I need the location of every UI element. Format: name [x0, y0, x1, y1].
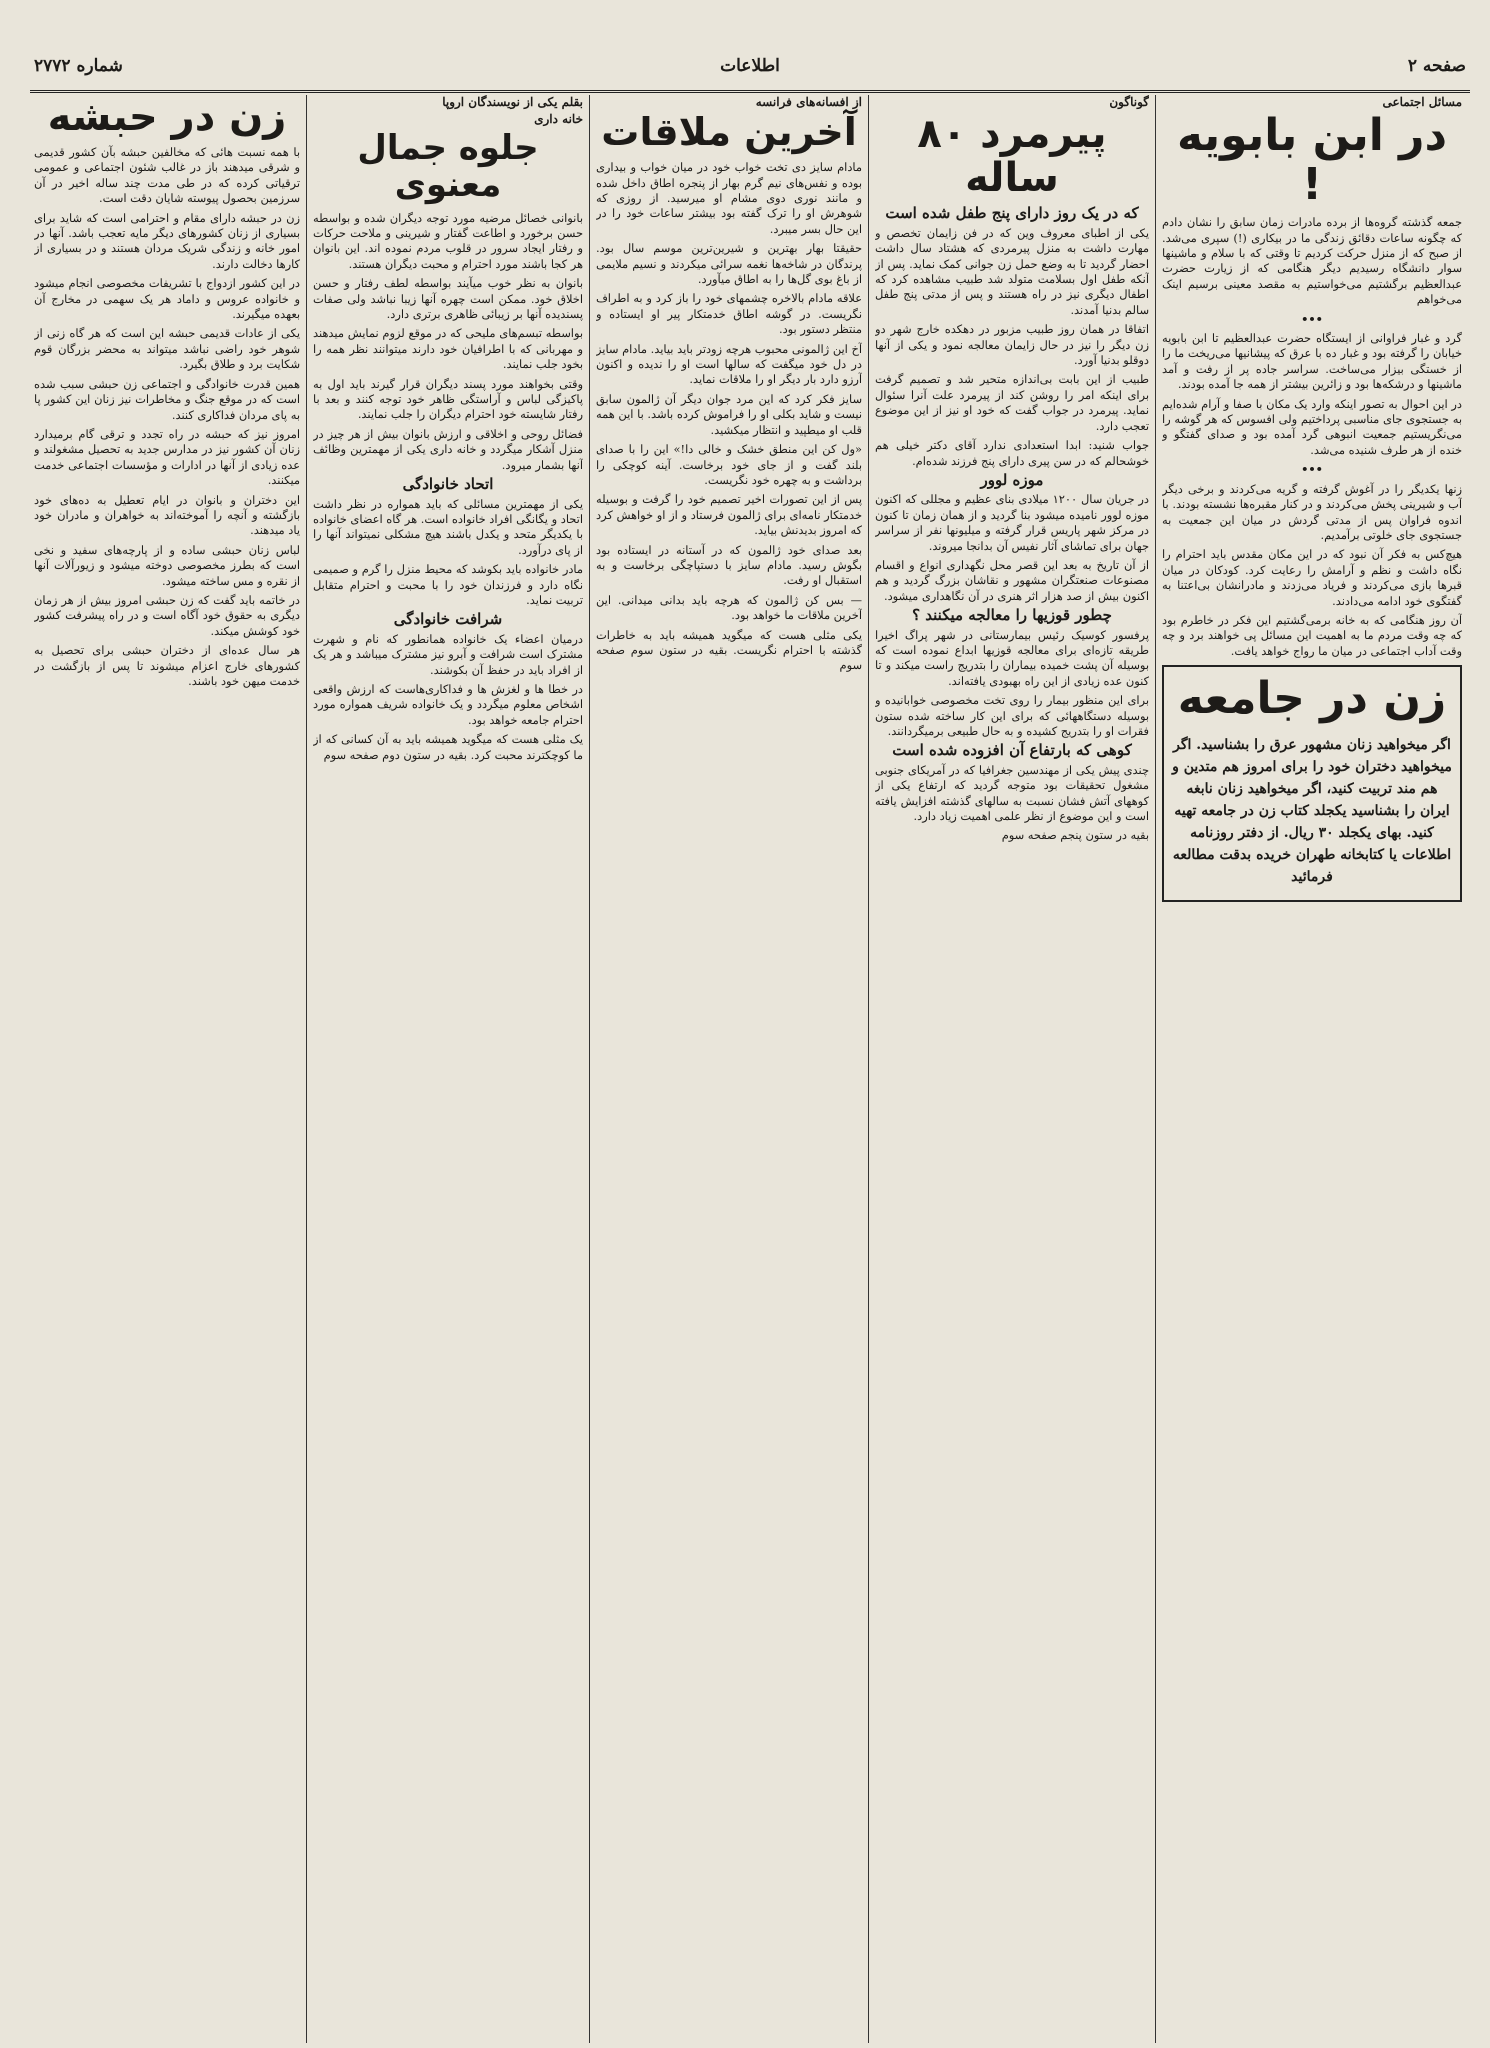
section-heading: اتحاد خانوادگی — [402, 475, 494, 494]
article-paragraph: با همه نسبت هائی که مخالفین حبشه بآن کشور قدیمی و شرقی میدهند باز در غالب شئون اجتماعی و عمومی ترقیاتی کرده که در طی مدت چند ساله اخیر در آن سرزمین بحصول پیوسته شایان دقت است. — [34, 145, 300, 206]
ad-text: اگر میخواهید زنان مشهور عرق را بشناسید. اگر میخواهید دختران خود را برای امروز هم متدین و هم مند تربیت کنید، اگر میخواهید زنان نابغه ایران را بشناسید یکجلد کتاب زن در جامعه تهیه کنید. بهای یکجلد ۳۰ ریال. از دفتر روزنامه اطلاعات یا کتابخانه طهران خریده بدقت مطالعه فرمائید — [1172, 736, 1452, 885]
article-paragraph: مادر خانواده باید بکوشد که محیط منزل را گرم و صمیمی نگاه دارد و فرزندان خود را با محبت و احترام متقابل تربیت نماید. — [313, 562, 583, 607]
article-title: جلوه جمال معنوی — [357, 127, 539, 206]
article-paragraph: وقتی بخواهند مورد پسند دیگران قرار گیرند باید اول به پاکیزگی لباس و آراستگی ظاهر خود توجه کنند و بعد با رفتار شایسته خود احترام دیگران را جلب نمایند. — [313, 376, 583, 422]
article-paragraph: حقیقتا بهار بهترین و شیرین‌ترین موسم سال بود. پرندگان در شاخه‌ها نغمه سرائی میکردند و نسیم ملایمی از باغ بوی گل‌ها را به اطاق میآورد. — [596, 241, 862, 287]
article-paragraph: همین قدرت خانوادگی و اجتماعی زن حبشی سبب شده است که در موقع جنگ و مخاطرات نیز زنان این کشور پا به پای مردان فداکاری کنند. — [34, 376, 300, 422]
article-social-issues — [1162, 95, 1462, 2043]
article-subtitle: که در یک روز دارای پنج طفل شده است — [885, 204, 1139, 223]
article-paragraph: یکی مثلی هست که میگوید همیشه باید به خاطرات گذشته با احترام نگریست. بقیه در ستون سوم صفحه سوم — [596, 627, 862, 673]
article-paragraph: هر سال عده‌ای از دختران حبشی برای تحصیل به کشورهای خارج اعزام میشوند تا پس از بازگشت در خدمت میهن خود باشند. — [34, 643, 300, 688]
article-paragraph: یکی از مهمترین مسائلی که باید همواره در نظر داشت اتحاد و یگانگی افراد خانواده است. هر گاه اعضای خانواده با یکدیگر متحد و یکدل باشند هیچ مشکلی نمیتواند آنها را از پای درآورد. — [313, 496, 583, 557]
article-section: خانه داری — [534, 112, 583, 127]
article-paragraph: یکی از اطبای معروف وین که در فن زایمان تخصص و مهارت داشت به منزل پیرمردی که هشتاد سال داشت احضار گردید تا به وضع حمل زن جوانی کمک نماید. پس از آنکه طفل اول بسلامت متولد شد طبیب مشاهده کرد که اطفال دیگری نیز در راه هستند و پس از مدتی پنج طفل سالم بدنیا آمدند. — [875, 225, 1149, 317]
article-paragraph: آن روز هنگامی که به خانه برمی‌گشتیم این فکر در خاطرم بود که چه وقت مردم ما به اهمیت این مسائل پی خواهند برد و چه وقت آداب اجتماعی در میان ما رواج خواهد یافت. — [1162, 612, 1462, 658]
article-paragraph: بعد صدای خود ژالمون که در آستانه در ایستاده بود بگوش رسید. مادام سایز با دستپاچگی برخاست و به استقبال او رفت. — [596, 542, 862, 588]
page-number: صفحه ۲ — [1407, 56, 1466, 76]
column-rule — [1155, 95, 1156, 2043]
article-paragraph: زن در حبشه دارای مقام و احترامی است که شاید برای بسیاری از زنان کشورهای دیگر مایه تعجب باشد. آنها در امور خانه و زندگی شریک مردان هستند و در بسیاری از کارها دخالت دارند. — [34, 210, 300, 271]
article-paragraph: سایز فکر کرد که این مرد جوان دیگر آن ژالمون سابق نیست و شاید بکلی او را فراموش کرده باشد. با این همه قلب او میطپید و انتظار میکشید. — [596, 391, 862, 437]
article-title: زن در حبشه — [47, 95, 287, 140]
article-kicker: بقلم یکی از نویسندگان اروپا — [442, 95, 583, 109]
article-paragraph: زنها یکدیگر را در آغوش گرفته و گریه می‌کردند و برخی دیگر آب و شیرینی پخش می‌کردند و در کنار مقبره‌ها نشسته بودند. با اندوه فراوان پس از مدتی گردش در میان این جمعیت به جستجوی جای خلوتی برآمدیم. — [1162, 481, 1462, 542]
article-paragraph: در خاتمه باید گفت که زن حبشی امروز بیش از هر زمان دیگری به حقوق خود آگاه است و در راه پیشرفت کشور خود کوشش میکند. — [34, 592, 300, 638]
article-paragraph: بواسطه تبسم‌های ملیحی که در موقع لزوم نمایش میدهند و مهربانی که با اطرافیان خود دارند میتوانند نظر همه را بخود جلب نمایند. — [313, 326, 583, 372]
article-kicker: از افسانه‌های فرانسه — [755, 95, 862, 109]
article-women-ethiopia — [34, 95, 300, 2043]
paper-name: اطلاعات — [720, 56, 780, 76]
article-paragraph: این دختران و بانوان در ایام تعطیل به ده‌های خود بازگشته و آنچه را آموخته‌اند به خواهران و مادران خود یاد میدهند. — [34, 492, 300, 538]
article-paragraph: چندی پیش یکی از مهندسین جغرافیا که در آمریکای جنوبی مشغول تحقیقات بود متوجه گردید که ارتفاع یکی از کوههای آتش فشان نسبت به سالهای گذشته افزایش یافته است و این موضوع از نظر علمی اهمیت زیاد دارد. — [875, 762, 1149, 824]
article-paragraph: فضائل روحی و اخلاقی و ارزش بانوان بیش از هر چیز در منزل آشکار میگردد و خانه داری یکی از مهمترین وظائف آنها بشمار میرود. — [313, 426, 583, 472]
article-paragraph: پرفسور کوسیک رئیس بیمارستانی در شهر پراگ اخیرا طریقه تازه‌ای برای معالجه قوزیها ابداع نموده است که بوسیله آن پشت خمیده بیماران را بتدریج راست میکند و تا کنون عده زیادی از این راه بهبودی یافته‌اند. — [875, 627, 1149, 688]
article-paragraph: در خطا ها و لغزش ها و فداکاری‌هاست که ارزش واقعی اشخاص معلوم میگردد و یک خانواده شریف همواره مورد احترام جامعه خواهد بود. — [313, 681, 583, 727]
article-paragraph: درمیان اعضاء یک خانواده همانطور که نام و شهرت مشترک است شرافت و آبرو نیز مشترک میباشد و هر یک از افراد باید در حفظ آن بکوشند. — [313, 631, 583, 677]
section-heading: موزه لوور — [980, 470, 1044, 489]
section-heading: شرافت خانوادگی — [393, 610, 503, 629]
issue-number: شماره ۲۷۷۲ — [34, 56, 123, 76]
masthead — [30, 50, 1470, 93]
column-rule — [589, 95, 590, 2043]
article-paragraph: اتفاقا در همان روز طبیب مزبور در دهکده خارج شهر دو زن دیگر را نیز در حال زایمان معالجه نمود و یکی از آنها دوقلو بدنیا آورد. — [875, 322, 1149, 368]
article-paragraph: جواب شنید: ابدا استعدادی ندارد آقای دکتر خیلی هم خوشحالم که در سن پیری دارای پنج فرزند شده‌ام. — [875, 438, 1149, 468]
article-paragraph: «ول کن این منطق خشک و خالی دا!» این را با صدای بلند گفت و از جای خود برخاست. آینه کوچکی را برداشت و به چهره خود نگریست. — [596, 442, 862, 487]
article-paragraph: علاقه مادام بالاخره چشمهای خود را باز کرد و به اطراف نگریست. در گوشه اطاق خدمتکار پیر او ایستاده و منتظر دستور بود. — [596, 291, 862, 337]
ad-box — [1162, 665, 1462, 901]
article-paragraph: آخ این ژالمونی محبوب هرچه زودتر باید بیاید. مادام سایز در دل خود میگفت که سالها است او را ندیده و اکنون آرزو دارد بار دیگر او را ملاقات نماید. — [596, 341, 862, 387]
article-paragraph: پس از این تصورات اخیر تصمیم خود را گرفت و بوسیله خدمتکار نامه‌ای برای ژالمون فرستاد و از او خواهش کرد که امروز بدیدنش بیاید. — [596, 492, 862, 538]
article-paragraph: لباس زنان حبشی ساده و از پارچه‌های سفید و نخی است که بطرز مخصوصی دوخته میشود و زیورآلات آنها از نقره و مس ساخته میشود. — [34, 542, 300, 588]
article-paragraph: در جریان سال ۱۲۰۰ میلادی بنای عظیم و مجللی که اکنون موزه لوور نامیده میشود بنا گردید و از همان زمان تا کنون در مرکز شهر پاریس قرار گرفته و میلیونها نفر از سراسر جهان برای تماشای آثار نفیس آن بدانجا میروند. — [875, 492, 1149, 553]
article-paragraph: برای این منظور بیمار را روی تخت مخصوصی خوابانیده و بوسیله دستگاههائی که برای این کار ساخته شده ستون فقرات او را بتدریج کشیده و به حال طبیعی برمیگردانند. — [875, 693, 1149, 738]
article-miscellany — [875, 95, 1149, 2043]
article-paragraph: جمعه گذشته گروه‌ها از برده مادرات زمان سابق را نشان دادم که چگونه ساعات دقائق زندگی ما در بیکاری (!) سپری می‌شد. از صبح که از منزل حرکت کردیم تا وقتی که با سلام و ماشینها سوار دانشگاه رسیدیم دیگر هنگامی که از زیارت حضرت عبدالعظیم برگشتیم می‌خواستیم به مقصد معینی برسیم اینک می‌خواهم — [1162, 215, 1462, 307]
separator: ••• — [1301, 462, 1323, 477]
separator: ••• — [1301, 311, 1323, 326]
article-paragraph: مادام سایز دی تخت خواب خود در میان خواب و بیداری بوده و نفس‌های نیم گرم بهار از پنجره اطاق داخل شده و مانند نوری دوی مشام او میرسید. از روزی که شوهرش او را ترک گفته بود بیشتر ساعات خود را در این حال بسر میبرد. — [596, 160, 862, 236]
article-paragraph: گرد و غبار فراوانی از ایستگاه حضرت عبدالعظیم تا ابن بابویه خیابان را گرفته بود و غبار ده با عرق که پیشانیها می‌ریخت ما را از خستگی بیزار می‌ساخت. سراسر جاده پر از رفت و آمد ماشینها و درشکه‌ها بود و زائرین بیشتر از همه جا آمده بودند. — [1162, 331, 1462, 392]
article-kicker: مسائل اجتماعی — [1382, 95, 1462, 109]
article-paragraph: امروز نیز که حبشه در راه تجدد و ترقی گام برمیدارد زنان آن کشور نیز در مدارس جدید به تحصیل مشغولند و عده زیادی از آنها در ادارات و مؤسسات اجتماعی خدمت میکنند. — [34, 426, 300, 488]
continued-note: یک مثلی هست که میگوید همیشه باید به آن کسانی که از ما کوچکترند محبت کرد. بقیه در ستون دوم صفحه سوم — [313, 732, 583, 762]
article-paragraph: هیچ‌کس به فکر آن نبود که در این مکان مقدس باید احترام را نگاه داشت و نظم و آرامش را رعایت کرد. کودکان در میان قبرها بازی می‌کردند و فریاد می‌زدند و مادرانشان بی‌اعتنا به گفتگوی خود ادامه می‌دادند. — [1162, 547, 1462, 608]
article-paragraph: در این احوال به تصور اینکه وارد یک مکان با صفا و آرام شده‌ایم به جستجوی جای مناسبی پرداختیم ولی افسوس که هر گوشه را می‌نگریستیم جمعیت انبوهی گرد آمده بود و صدای گفتگو و خنده از هر طرف شنیده می‌شد. — [1162, 396, 1462, 457]
section-heading: کوهی که بارتفاع آن افزوده شده است — [892, 741, 1132, 760]
article-paragraph: در این کشور ازدواج با تشریفات مخصوصی انجام میشود و خانواده عروس و داماد هر یک سهمی در مخارج آن بعهده میگیرند. — [34, 276, 300, 322]
article-paragraph: طبیب از این بابت بی‌اندازه متحیر شد و تصمیم گرفت برای اینکه امر را روشن کند از پیرمرد علت آنرا سئوال نماید. پیرمرد در جواب گفت که خود او نیز از این موضوع تعجب دارد. — [875, 372, 1149, 433]
article-title: آخرین ملاقات — [601, 110, 857, 155]
article-last-meeting — [596, 95, 862, 2043]
article-paragraph: بانوانی خصائل مرضیه مورد توجه دیگران شده و بواسطه حسن برخورد و اطاعت گفتار و شیرینی و ملاحت حرکات و رفتار ایجاد سرور در قلوب مردم نموده اند. این بانوان هر کجا باشند مورد احترام و محبت دیگران هستند. — [313, 210, 583, 271]
section-heading: چطور قوزیها را معالجه میکنند ؟ — [912, 606, 1112, 625]
article-title: پیرمرد ۸۰ ساله — [917, 111, 1107, 202]
article-paragraph: بانوان به نظر خوب میآیند بواسطه لطف رفتار و حسن اخلاق خود. ممکن است چهره آنها زیبا نباشد ولی صفات پسندیده آنها بر زیبائی ظاهری برتری دارد. — [313, 276, 583, 322]
column-rule — [306, 95, 307, 2043]
article-kicker: گوناگون — [1109, 95, 1149, 109]
article-paragraph: یکی از عادات قدیمی حبشه این است که هر گاه زنی از شوهر خود راضی نباشد میتواند به محضر بزرگان قوم شکایت برد و طلاق بگیرد. — [34, 326, 300, 372]
ad-title: زن در جامعه — [1177, 673, 1447, 725]
column-rule — [868, 95, 869, 2043]
continued-note: بقیه در ستون پنجم صفحه سوم — [1001, 828, 1149, 843]
article-paragraph: از آن تاریخ به بعد این قصر محل نگهداری انواع و اقسام مصنوعات صنعتگران مشهور و نقاشان بزرگ گردید و هم اکنون بیش از صد هزار اثر هنری در آن نگاهداری میشود. — [875, 557, 1149, 603]
article-spiritual-beauty — [313, 95, 583, 2043]
article-paragraph: — بس کن ژالمون که هرچه باید بدانی میدانی. این آخرین ملاقات ما خواهد بود. — [596, 592, 862, 623]
article-title: در ابن بابویه ! — [1176, 110, 1448, 210]
